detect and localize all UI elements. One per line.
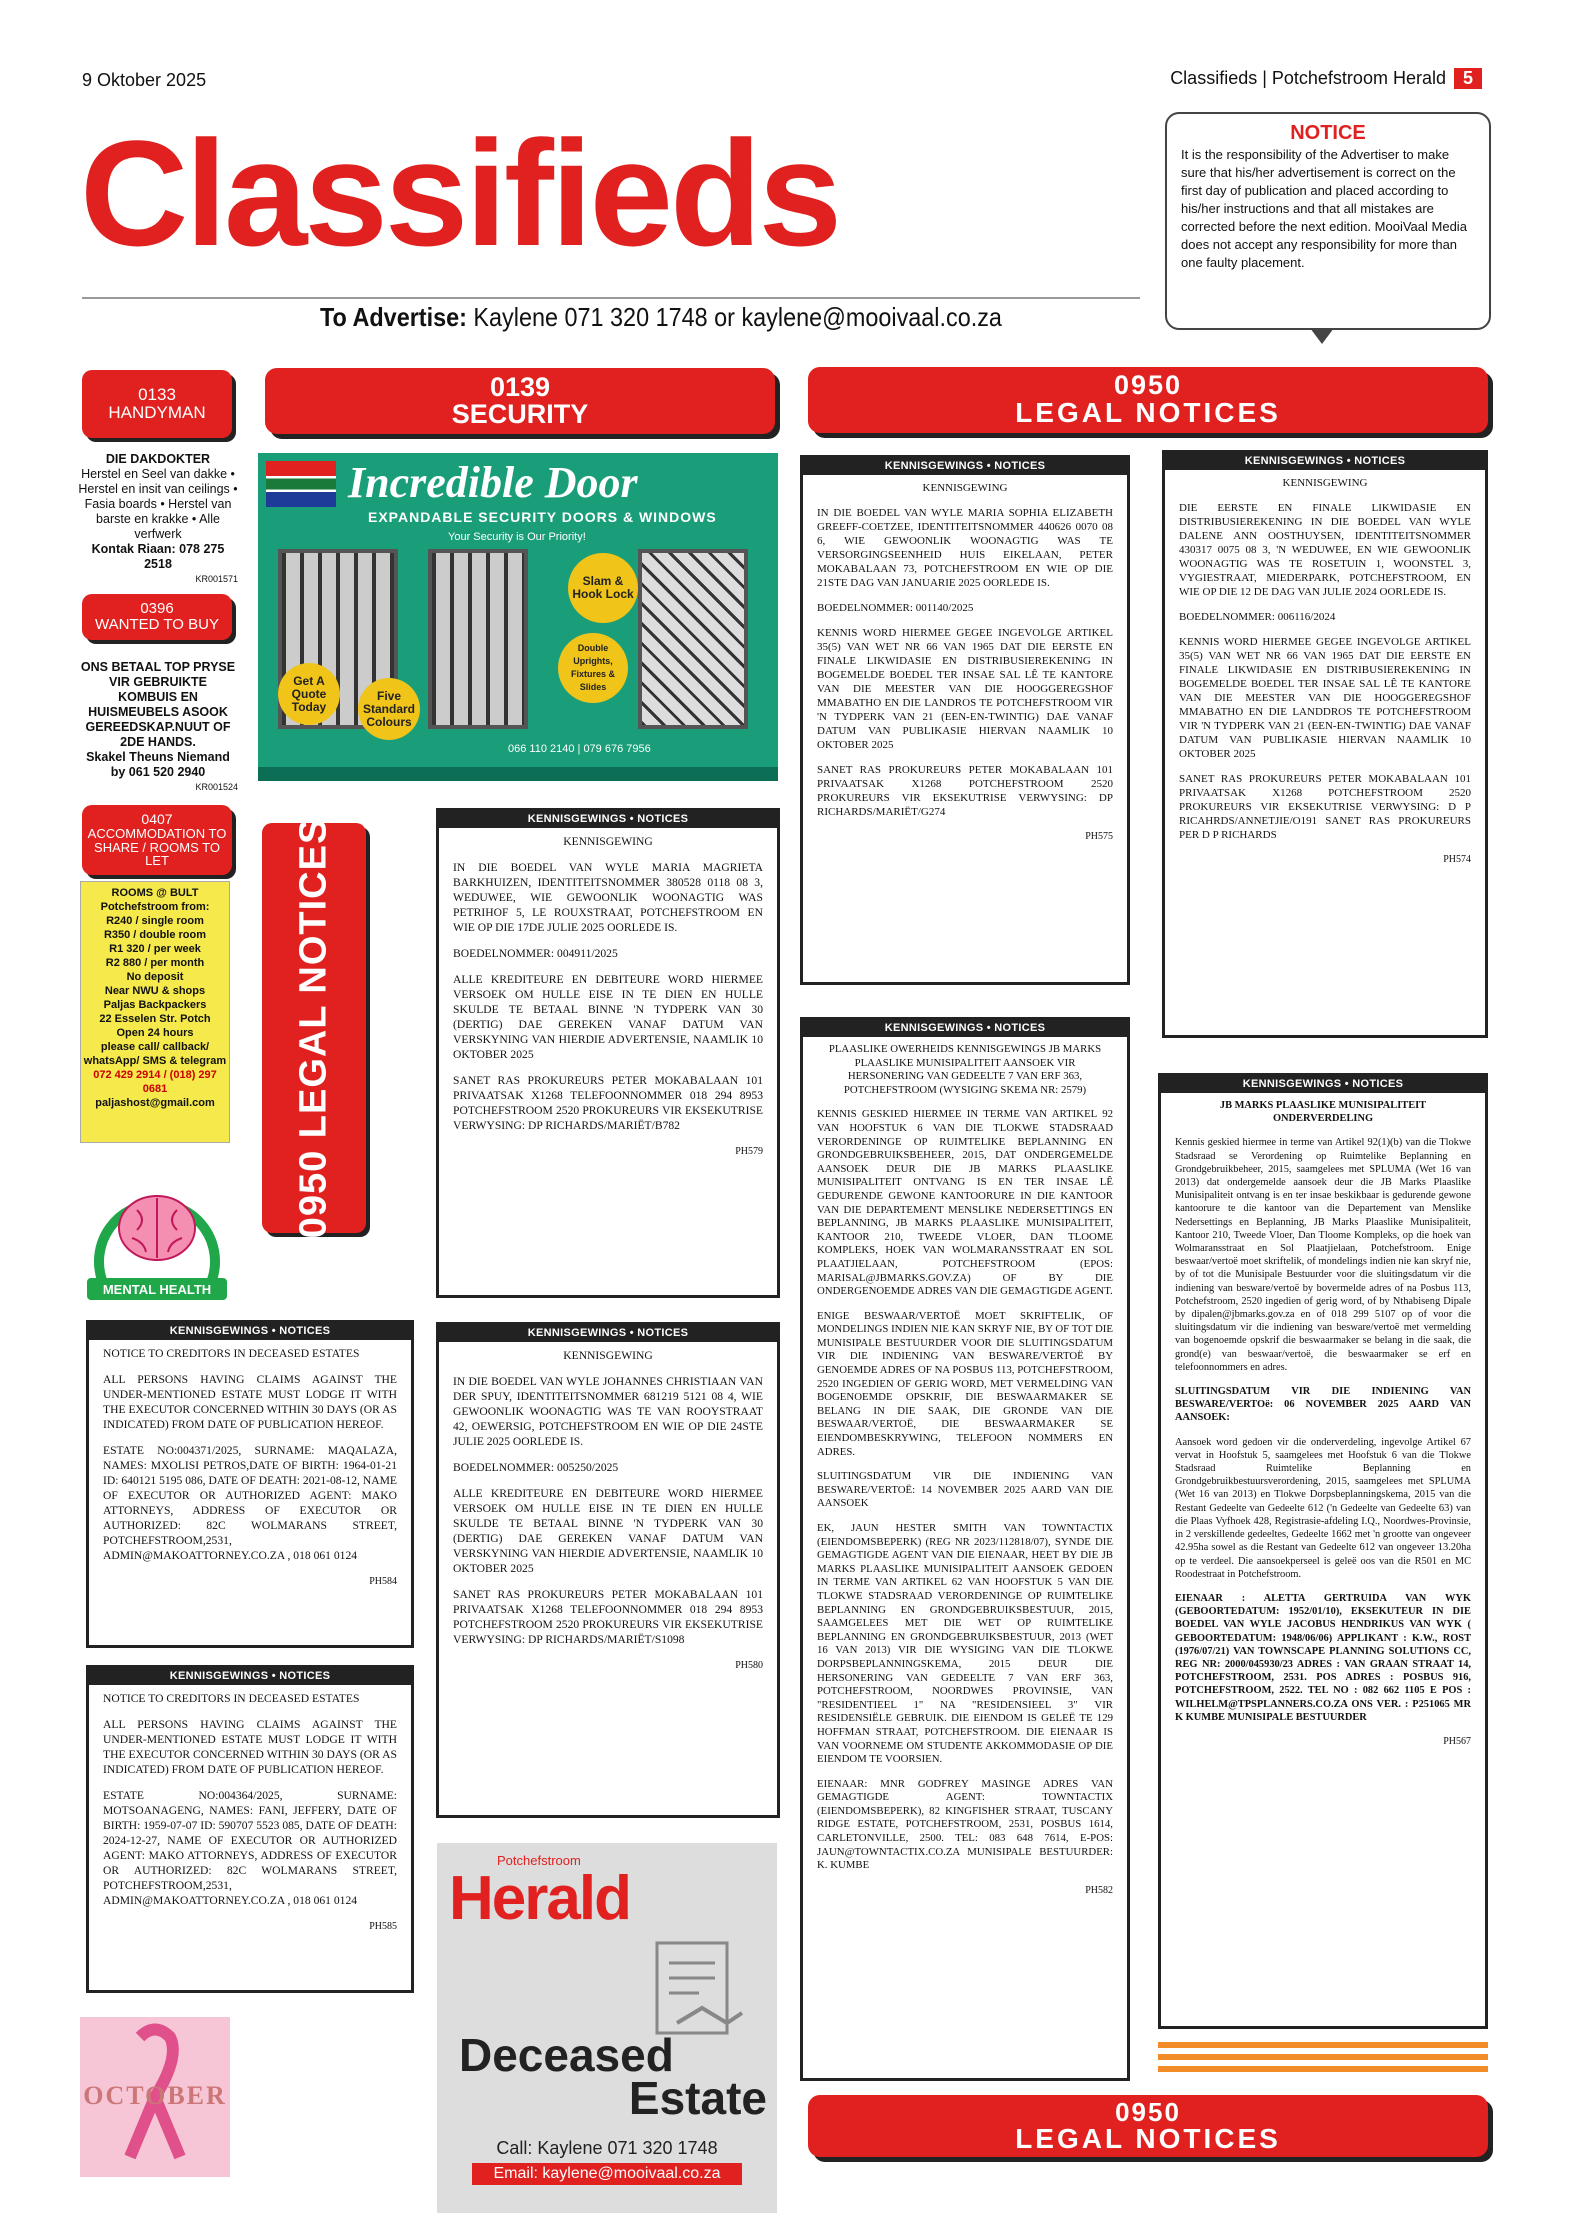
handyman-body: Herstel en Seel van dakke • Herstel en insit van ceilings • Fasia boards • Herstel van barste en krakke • Alle verfwerk	[78, 467, 238, 541]
notice-body: It is the responsibility of the Advertiser to make sure that his/her advertisement is correct on the first day of publication and placed according to his/her instructions and that all mistakes are corrected before the next edition. MooiVaal Media does not accept any responsibility for more than one faulty placement.	[1181, 147, 1467, 270]
notice-body	[447, 1342, 769, 1677]
advertise-label: To Advertise:	[320, 302, 467, 332]
mental-health-label: MENTAL HEALTH	[102, 1282, 212, 1297]
notice-paragraph: EK, JAUN HESTER SMITH VAN TOWNTACTIX (EIENDOMSBEPERK) (REG NR 2023/112818/07), SYNDE DIE GEMAGTIGDE AGENT VAN DIE EIENAAR, HEET BY DIE JB MARKS PLAASLIKE MUNISIPALITEIT AANSOEK GEDOEN IN TERME VAN ARTIKEL 62 VAN HOOFSTUK 5 VAN DIE TLOKWE STADSRAAD VERORDENINGE OP RUIMTELIKE BEPLANNING EN GRONDGEBRUIKSBESTUUR, 2015, SAAMGELEES MET DIE WET OP RUIMTELIKE BEPLANNING EN GRONDGEBRUIKSBESTUUR, 2013 (WET 16 VAN 2013) VIR DIE WYSIGING VAN DIE TLOKWE DORPSBEPLANNINGSKEMA, 2015 DEUR DIE HERSONERING VAN GEDEELTE 7 VAN ERF 363, POTCHEFSTROOM, NOORDWES PROVINSIE, VAN "RESIDENTIEEL 1" NA "RESIDENSIEEL 3" VIR RESIDENSIËLE GEBRUIK. DIE EIENDOM IS GELEË TE 129 HOFFMAN STRAAT, POTCHEFSTROOM. DIE EIENAAR IS VAN VOORNEME OM STUDENTE AKKOMMODASIE OP DIE EIENDOM TE VOORSIEN.	[817, 1522, 1113, 1766]
notice-motsoanageng	[86, 1665, 414, 1993]
category-label: HANDYMAN	[108, 403, 206, 422]
notice-paragraph: SANET RAS PROKUREURS PETER MOKABALAAN 101 PRIVAATSAK X1268 TELEFOONNOMMER 018 294 8953 POTCHEFSTROOM 2520 PROKUREURS VIR EKSEKUTRISE VERWYSING: DP RICHARDS/MARIËT/B782	[453, 1074, 763, 1132]
category-label: SECURITY	[451, 399, 589, 429]
rooms-line: ROOMS @ BULT	[111, 887, 199, 899]
rooms-line: R1 320 / per week	[109, 943, 201, 955]
category-code: 0133	[138, 385, 176, 405]
notice-ref: PH567	[1443, 1735, 1471, 1747]
notices-bar: KENNISGEWINGS • NOTICES	[803, 1020, 1127, 1037]
category-legal-vertical	[262, 817, 366, 1239]
notice-paragraph: KENNIS WORD HIERMEE GEGEE INGEVOLGE ARTIKEL 35(5) VAN WET NR 66 VAN 1965 DAT DIE EERSTE EN FINALE LIKWIDASIE EN DISTRIBUSIEREKENING IN BOGEMELDE BOEDEL TER INSAE SAL LÊ TE KANTORE VAN DIE MEESTER VAN DIE HOOGGEREGSHOF MMABATHO EN DIE LANDROS TE POTCHEFSTROOM VIR 'N TYDPERK VAN 21 (EEN-EN-TWINTIG) DAE VANAF DATUM VAN PUBLIKASIE HIERVAN NAAMLIK 10 OKTOBER 2025	[817, 627, 1113, 751]
notice-paragraph: ALLE KREDITEURE EN DEBITEURE WORD HIERMEE VERSOEK OM HULLE EISE IN TE DIEN EN HULLE SKULDE TE BETAAL BINNE 'N TYDPERK VAN 30 (DERTIG) DAE GEREKEN VANAF DATUM VAN VERSKYNING VAN HIERDIE ADVERTENSIE, NAAMLIK 10 OKTOBER 2025	[453, 1487, 763, 1575]
herald-small: Potchefstroom	[497, 1853, 581, 1868]
notice-paragraph: Kennis geskied hiermee in terme van Artikel 92(1)(b) van die Tlokwe Stadsraad se Verordening op Ruimtelike Beplanning en Grondgebruikbeheer, 2015, saamgelees met SPLUMA (Wet 16 van 2013) dat ondergemelde aansoek deur die JB Marks Plaaslike Munisipaliteit ontvang is en ter insae beskikbaar is gedurende gewone kantoorure te die kantoor van die Departement van Menslike Nedersettings en Beplanning, JB Marks Plaaslike Munisipaliteit, Kantoor 210, Tweede Vloer, Dan Tloome Kompleks, op die hoek van Wolmaransstraat en Sol Plaatjielaan, Potchefstroom. Enige beswaar/vertoë moet skriftelik, of mondelings indien nie kan skryf nie, by of tot die Munisipale Bestuurder voor die sluitingsdatum vir die indiening van besware/vertoë by bovermelde adres of na Posbus 113, Potchefstroom, 2520 ingedien of gerig word, of by Nthabiseng Dipale by dipalen@jbmarks.gov.za en of 018 299 5107 op of voor die sluitingsdatum vir die indiening van besware/vertoë met vermelding van bogenoemde opskrif die beswaarmaker se belang in die saak, die grond(e) van beswaar/vertoë, die beswaarmaker se erf en telefoonnommers en adres.	[1175, 1137, 1471, 1373]
category-label: ACCOMMODATION TO SHARE / ROOMS TO LET	[87, 825, 227, 869]
notice-ref: PH575	[1085, 831, 1113, 842]
quote-badge: Get A Quote Today	[278, 663, 340, 725]
handyman-ad	[78, 452, 238, 587]
category-label: LEGAL NOTICES	[1015, 2123, 1281, 2154]
notice-paragraph: ALL PERSONS HAVING CLAIMS AGAINST THE UNDER-MENTIONED ESTATE MUST LODGE IT WITH THE EXECUTOR CONCERNED WITHIN 30 DAYS (OR AS INDICATED) FROM DATE OF PUBLICATION HEREOF.	[103, 1718, 397, 1776]
notice-heading: KENNISGEWING	[563, 835, 653, 848]
notice-paragraph: IN DIE BOEDEL VAN WYLE MARIA SOPHIA ELIZABETH GREEFF-COETZEE, IDENTITEITSNOMMER 440626 0070 08 6, WIE GEWOONLIK WOONAGTIG WAS TE VERSORGINGSEENHEID HUIS EIKELAAN, PETER MOKABALAAN 73, POTCHEFSTROOM EN WIE OP DIE 21STE DAG VAN JANUARIE 2025 OORLEDE IS.	[817, 507, 1113, 589]
category-wanted	[82, 594, 232, 640]
rooms-line: Open 24 hours	[116, 1027, 194, 1039]
notice-body	[97, 1685, 403, 1938]
notice-paragraph: ALL PERSONS HAVING CLAIMS AGAINST THE UNDER-MENTIONED ESTATE MUST LODGE IT WITH THE EXECUTOR CONCERNED WITHIN 30 DAYS (OR AS INDICATED) FROM DATE OF PUBLICATION HEREOF.	[103, 1373, 397, 1431]
notice-heading: JB MARKS PLAASLIKE MUNISIPALITEIT ONDERVERDELING	[1219, 1100, 1427, 1125]
category-code: 0139	[489, 372, 551, 402]
notice-paragraph: SLUITINGSDATUM VIR DIE INDIENING VAN BESWARE/VERTOë: 06 NOVEMBER 2025 AARD VAN AANSOEK:	[1175, 1386, 1471, 1424]
category-handyman	[82, 370, 232, 438]
notice-maqalaza	[86, 1320, 414, 1648]
notice-paragraph: KENNIS GESKIED HIERMEE IN TERME VAN ARTIKEL 92 VAN HOOFSTUK 6 VAN DIE TLOKWE STADSRAAD VERORDENINGE OP RUIMTELIKE BEPLANNING EN GRONDGEBRUIKSBEHEER, 2015, DAT ONDERGEMELDE AANSOEK DEUR DIE JB MARKS PLAASLIKE MUNISIPALITEIT ONTVANG IS EN TER INSAE LÊ GEDURENDE GEWONE KANTOORURE IN DIE KANTOOR VAN DIE DEPARTEMENT MENSLIKE NEDERSETTINGS EN BEPLANNING, JB MARKS PLAASLIKE MUNISIPALITEIT, KANTOOR 210, TWEEDE VLOER, DAN TLOOME KOMPLEKS, HOEK VAN WOLMARANSSTRAAT EN SOL PLAATJIELAAN, POTCHEFSTROOM (EPOS: MARISAL@JBMARKS.GOV.ZA) OF BY DIE ONDERGENOEMDE ADRES VAN DIE GEMAGTIGDE AGENT.	[817, 1108, 1113, 1298]
advertise-line	[320, 302, 1002, 333]
notice-paragraph: BOEDELNOMMER: 004911/2025	[453, 947, 618, 960]
category-code: 0396	[140, 600, 174, 618]
wanted-ad	[78, 660, 238, 795]
rooms-line: Paljas Backpackers	[103, 999, 207, 1011]
notice-paragraph: ESTATE NO:004364/2025, SURNAME: MOTSOANAGENG, NAMES: FANI, JEFFERY, DATE OF BIRTH: 1959-07-07 ID: 590707 5523 085, DATE OF DEATH: 2024-12-27, NAME OF EXECUTOR OR AUTHORIZED AGENT: MAKO ATTORNEYS, ADDRESS OF EXECUTOR OR AUTHORIZED: 82C WOLMARANS STREET, POTCHEFSTROOM,2531, ADMIN@MAKOATTORNEY.CO.ZA , 018 061 0124	[103, 1789, 397, 1907]
notice-paragraph: ESTATE NO:004371/2025, SURNAME: MAQALAZA, NAMES: MXOLISI PETROS,DATE OF BIRTH: 1964-01-21 ID: 640121 5195 086, DATE OF DEATH: 2021-08-12, NAME OF EXECUTOR OR AUTHORIZED AGENT: MAKO ATTORNEYS, ADDRESS OF EXECUTOR OR AUTHORIZED: 82C WOLMARANS STREET, POTCHEFSTROOM,2531, ADMIN@MAKOATTORNEY.CO.ZA , 018 061 0124	[103, 1444, 397, 1562]
notice-paragraph: ENIGE BESWAAR/VERTOË MOET SKRIFTELIK, OF MONDELINGS INDIEN NIE KAN SKRYF NIE, BY OF TOT DIE MUNISIPALE BESTUURDER VOOR DIE SLUITINGSDATUM VIR DIE INDIENING VAN BESWARE/VERTOË BY GENOEMDE ADRES OF NA POSBUS 113, POTCHEFSTROOM, 2520 INGEDIEN OF GERIG WORD, MET VERMELDING VAN BOGENOEMDE OPSKRIF, DIE BESWAARMAKER SE BELANG IN DIE SAAK, DIE GRONDE VAN DIE BESWAAR/VERTOË, DIE BESWAARMAKER SE EIENDOMBESKRYWING, TELEFOON NOMMERS EN ADRES.	[817, 1309, 1113, 1458]
notice-paragraph: SANET RAS PROKUREURS PETER MOKABALAAN 101 PRIVAATSAK X1268 TELEFOONNOMMER 018 294 8953 POTCHEFSTROOM 2520 PROKUREURS VIR EKSEKUTRISE VERWYSING: DP RICHARDS/MARIËT/S1098	[453, 1588, 763, 1646]
notice-heading: PLAASLIKE OWERHEIDS KENNISGEWINGS JB MARKS PLAASLIKE MUNISIPALITEIT AANSOEK VIR HERSONERING VAN GEDEELTE 7 VAN ERF 363, POTCHEFSTROOM (WYSIGING SKEMA NR: 2579)	[828, 1043, 1102, 1096]
notice-paragraph: EIENAAR : ALETTA GERTRUIDA VAN WYK (GEBOORTEDATUM: 1952/01/10), EKSEKUTEUR IN DIE BOEDEL VAN WYLE JACOBUS HENDRIKUS VAN WYK ( GEBOORTEDATUM: 1948/06/06) APPLIKANT : K.W., ROST (1976/07/21) VAN TOWNSCAPE PLANNING SOLUTIONS CC, REG NR: 2000/045930/23 ADRES : VAN GRAAN STRAAT 14, POTCHEFSTROOM, 2531. POS ADRES : POSBUS 916, POTCHEFSTROOM, 2522. TEL NO : 082 662 1105 E POS : WILHELM@TPSPLANNERS.CO.ZA ONS VER. : P251065 MR K KUMBE MUNISIPALE BESTUURDER	[1175, 1592, 1471, 1723]
notice-oosthuysen	[1162, 450, 1488, 1038]
notice-heading: KENNISGEWING	[1282, 477, 1368, 489]
notice-paragraph: SLUITINGSDATUM VIR DIE INDIENING VAN BESWARE/VERTOË: 14 NOVEMBER 2025 AARD VAN DIE AANSOEK	[817, 1470, 1113, 1510]
notice-subdivision	[1158, 1073, 1488, 2029]
handyman-contact: Kontak Riaan: 078 275 2518	[91, 542, 225, 571]
notice-paragraph: BOEDELNOMMER: 001140/2025	[817, 602, 974, 614]
issue-date: 9 Oktober 2025	[82, 70, 207, 90]
notice-heading: NOTICE TO CREDITORS IN DECEASED ESTATES	[103, 1347, 360, 1360]
notice-body	[1169, 1093, 1477, 1752]
section-header	[1170, 68, 1482, 89]
herald-deceased: Deceased	[459, 2029, 674, 2081]
ad-footer-bar	[258, 767, 778, 781]
notice-paragraph: ALLE KREDITEURE EN DEBITEURE WORD HIERMEE VERSOEK OM HULLE EISE IN TE DIEN EN HULLE SKULDE TE BETAAL BINNE 'N TYDPERK VAN 30 (DERTIG) DAE GEREKEN VANAF DATUM VAN VERSKYNING VAN HIERDIE ADVERTENSIE, NAAMLIK 10 OKTOBER 2025	[453, 973, 763, 1061]
rooms-line: No deposit	[126, 971, 184, 983]
october-label: OCTOBER	[83, 2081, 227, 2110]
notice-paragraph: Aansoek word gedoen vir die onderverdeling, ingevolge Artikel 67 vervat in Hoofstuk 5, saamgelees met Hoofstuk 6 van die Tlokwe Stadsraad Ruimtelike Beplanning en Grondgebruikbestuursverordening, 2015, saamgelees met SPLUMA (Wet 16 van 2013) en Tlokwe Dorpsbeplanningskema, 2015 van die Restant Gedeelte van Gedeelte 612 ('n Gedeelte van Gedeelte 63) van die Plaas Vyfhoek 428, Registrasie-afdeling I.Q., Noordwes-Provinsie, in 2 verskillende gedeeltes, Gedeelte 1662 met 'n grootte van ongeveer 42.95ha sowel as die Restant van Gedeelte 612 van ongeveer 13.20ha op te verdeel. Die aansoekperseel is geleë oos van die R501 en MC Roodestraat in Potchefstroom.	[1175, 1436, 1471, 1580]
rooms-line: Potchefstroom from:	[100, 901, 210, 913]
notice-van-der-spuy	[436, 1322, 780, 1818]
handyman-title: DIE DAKDOKTER	[105, 452, 211, 466]
notice-greeff-coetzee	[800, 455, 1130, 985]
ad-tagline: Your Security is Our Priority!	[448, 531, 586, 543]
notice-pointer	[1310, 328, 1334, 344]
notice-heading: NOTICE TO CREDITORS IN DECEASED ESTATES	[103, 1692, 360, 1705]
notice-paragraph: BOEDELNOMMER: 005250/2025	[453, 1461, 619, 1474]
notices-bar: KENNISGEWINGS • NOTICES	[1161, 1076, 1485, 1093]
vertical-legal-label: 0950 LEGAL NOTICES	[292, 817, 335, 1239]
notice-heading: KENNISGEWING	[922, 482, 1008, 494]
notices-bar: KENNISGEWINGS • NOTICES	[89, 1323, 411, 1340]
rooms-line: 072 429 2914 / (018) 297 0681	[93, 1069, 217, 1095]
rooms-ad	[80, 881, 230, 1143]
category-label: LEGAL NOTICES	[1015, 397, 1281, 428]
rooms-line: R240 / single room	[106, 915, 204, 927]
notice-body	[1173, 470, 1477, 871]
wanted-ref: KR001524	[195, 782, 238, 792]
door-image	[638, 549, 748, 729]
rooms-line: 22 Esselen Str. Potch	[99, 1013, 211, 1025]
notice-ref: PH574	[1443, 854, 1471, 865]
colours-badge: Five Standard Colours	[358, 678, 420, 740]
herald-deceased-estate-ad	[437, 1843, 777, 2213]
notice-ref: PH582	[1085, 1884, 1113, 1896]
category-label: WANTED TO BUY	[95, 616, 219, 633]
category-security	[265, 368, 775, 434]
october-banner	[80, 2017, 230, 2177]
rooms-line: R350 / double room	[103, 929, 207, 941]
wanted-contact: Skakel Theuns Niemand by 061 520 2940	[86, 750, 230, 779]
notice-title: NOTICE	[1290, 122, 1366, 144]
category-code: 0407	[141, 811, 173, 828]
category-legal-bottom	[808, 2095, 1488, 2157]
masthead: Classifieds	[80, 109, 840, 277]
mental-health-logo	[82, 1160, 232, 1310]
notices-bar: KENNISGEWINGS • NOTICES	[1165, 453, 1485, 470]
notice-ref: PH579	[735, 1146, 763, 1157]
notice-heading: KENNISGEWING	[563, 1349, 653, 1362]
category-legal	[808, 367, 1488, 433]
notice-body	[811, 475, 1119, 848]
notice-paragraph: SANET RAS PROKUREURS PETER MOKABALAAN 101 PRIVAATSAK X1268 POTCHEFSTROOM 2520 PROKUREURS VIR EKSEKUTRISE VERWYSING: D P RICAHRDS/ANNETJIE/O191 SANET RAS PROKUREURS PER D P RICHARDS	[1179, 773, 1471, 841]
section-name: Classifieds | Potchefstroom Herald	[1170, 68, 1446, 88]
sa-flag-icon	[266, 461, 336, 507]
slam-badge: Slam & Hook Lock	[568, 553, 638, 623]
notices-bar: KENNISGEWINGS • NOTICES	[439, 1325, 777, 1342]
herald-email: Email: kaylene@mooivaal.co.za	[472, 2163, 742, 2185]
advertise-contact: Kaylene 071 320 1748 or kaylene@mooivaal.co.za	[473, 302, 1002, 332]
notice-body	[447, 828, 769, 1163]
herald-logo: Herald	[449, 1864, 630, 1933]
notice-paragraph: KENNIS WORD HIERMEE GEGEE INGEVOLGE ARTIKEL 35(5) VAN WET NR 66 VAN 1965 DAT DIE EERSTE EN FINALE LIKWIDASIE EN DISTRIBUSIEREKENING IN BOGEMELDE BOEDEL TER INSAE SAL LÊ TE KANTORE VAN DIE MEESTER VAN DIE HOOGGEREGSHOF MMABATHO EN DIE LANDDROS TE POTCHEFSTROOM VIR 'N TYDPERK VAN 21 (EEN-EN-TWINTIG) DAE VANAF DATUM VAN PUBLIKASIE HIERVAN NAAMLIK 10 OKTOBER 2025	[1179, 636, 1471, 760]
handyman-ref: KR001571	[195, 574, 238, 584]
notice-box	[1165, 112, 1491, 330]
notice-paragraph: SANET RAS PROKUREURS PETER MOKABALAAN 101 PRIVAATSAK X1268 POTCHEFSTROOM 2520 PROKUREURS VIR EKSEKUTRISE VERWYSING: DP RICHARDS/MARIËT/G274	[817, 764, 1113, 818]
rooms-line: Near NWU & shops	[104, 985, 206, 997]
wanted-body: ONS BETAAL TOP PRYSE VIR GEBRUIKTE KOMBUIS EN HUISMEUBELS ASOOK GEREEDSKAP.NUUT OF 2DE HANDS.	[80, 660, 236, 749]
notice-barkhuizen	[436, 808, 780, 1298]
notice-body	[811, 1037, 1119, 1901]
notices-bar: KENNISGEWINGS • NOTICES	[803, 458, 1127, 475]
notice-ref: PH584	[369, 1576, 397, 1587]
rooms-line: paljashost@gmail.com	[95, 1097, 215, 1109]
ad-title: Incredible Door	[348, 458, 638, 507]
ad-phone: 066 110 2140 | 079 676 7956	[508, 743, 651, 755]
notice-paragraph: DIE EERSTE EN FINALE LIKWIDASIE EN DISTRIBUSIEREKENING IN DIE BOEDEL VAN WYLE DALENE ANN OOSTHUYSEN, IDENTITEITSNOMMER 430317 0075 08 3, 'N WEDUWEE, EN WIE GEWOONLIK WOONAGTIG WAS TE ROSETUIN 1, WOONSTEL 3, VYGIESTRAAT, MIEDERPARK, POTCHEFSTROOM, EN WIE OP DIE 12 DE DAG VAN JULIE 2024 OORLEDE IS.	[1179, 502, 1471, 598]
notice-body	[97, 1340, 403, 1593]
category-code: 0950	[1115, 2097, 1181, 2127]
decorative-stripes	[1158, 2042, 1488, 2072]
page-number: 5	[1454, 68, 1482, 89]
notice-paragraph: IN DIE BOEDEL VAN WYLE MARIA MAGRIETA BARKHUIZEN, IDENTITEITSNOMMER 380528 0118 08 3, WEDUWEE, WIE GEWOONLIK WOONAGTIG WAS PETRIHOF 5, LE ROUXSTRAAT, POTCHEFSTROOM EN WIE OP DIE 17DE JULIE 2025 OORLEDE IS.	[453, 861, 763, 934]
notices-bar: KENNISGEWINGS • NOTICES	[439, 811, 777, 828]
herald-estate: Estate	[628, 2072, 767, 2124]
category-code: 0950	[1113, 370, 1183, 400]
notice-ref: PH585	[369, 1921, 397, 1932]
category-accommodation	[82, 805, 232, 875]
rooms-line: R2 880 / per month	[105, 957, 205, 969]
notice-rezoning-erf-363	[800, 1017, 1130, 2081]
notices-bar: KENNISGEWINGS • NOTICES	[89, 1668, 411, 1685]
masthead-divider	[82, 297, 1140, 299]
notice-ref: PH580	[735, 1660, 763, 1671]
notice-paragraph: IN DIE BOEDEL VAN WYLE JOHANNES CHRISTIAAN VAN DER SPUY, IDENTITEITSNOMMER 681219 5121 08 4, WIE GEWOONLIK WOONAGTIG WAS TE VAN ROOYSTRAAT 42, OEWERSIG, POTCHEFSTROOM EN WIE OP DIE 24STE JULIE 2025 OORLEDE IS.	[453, 1375, 763, 1448]
notice-paragraph: BOEDELNOMMER: 006116/2024	[1179, 611, 1336, 623]
incredible-door-ad	[258, 453, 778, 781]
door-image	[428, 549, 528, 729]
notice-paragraph: EIENAAR: MNR GODFREY MASINGE ADRES VAN GEMAGTIGDE AGENT: TOWNTACTIX (EIENDOMSBEPERK), 82 KINGFISHER STRAAT, TUSCANY RIDGE ESTATE, POTCHEFSTROOM, 2531, POSBUS 1614, CARLETONVILLE, 2500. TEL: 083 648 7614, E-POS: JAUN@TOWNTACTIX.CO.ZA MUNISIPALE BESTUURDER: K. KUMBE	[817, 1777, 1113, 1872]
ad-subtitle: EXPANDABLE SECURITY DOORS & WINDOWS	[368, 509, 717, 525]
rooms-line: please call/ callback/ whatsApp/ SMS & telegram	[83, 1041, 227, 1067]
uprights-badge: Double Uprights, Fixtures & Slides	[558, 633, 628, 703]
herald-call: Call: Kaylene 071 320 1748	[496, 2138, 718, 2158]
